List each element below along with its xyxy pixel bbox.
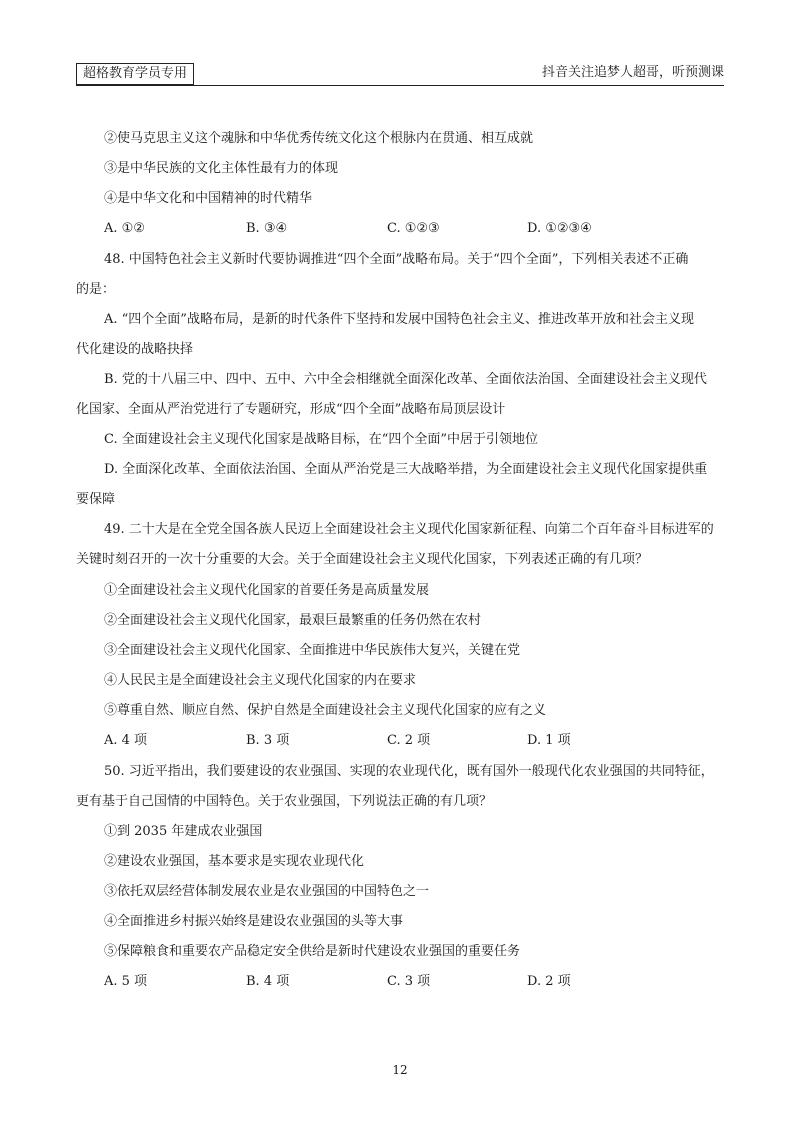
q50-item: ⑤保障粮食和重要农产品稳定安全供给是新时代建设农业强国的重要任务 [104,944,521,959]
q48-option-b-cont: 化国家、全面从严治党进行了专题研究，形成“四个全面”战略布局顶层设计 [76,402,506,417]
option-b: B. 3 项 [246,733,290,748]
q48-stem-cont: 的是： [76,282,116,297]
option-b: B. ③④ [246,221,288,236]
q48-stem: 48. 中国特色社会主义新时代要协调推进“四个全面”战略布局。关于“四个全面”，下列相关表述不正确 [104,252,689,267]
q50-item: ④全面推进乡村振兴始终是建设农业强国的头等大事 [104,914,404,929]
header-promo: 抖音关注追梦人超哥，听预测课 [541,65,724,80]
q48-option-d-cont: 要保障 [76,492,116,507]
header-divider [76,85,724,86]
option-a: A. 5 项 [104,974,148,989]
header-badge: 超格教育学员专用 [76,63,194,85]
option-d: D. ①②③④ [527,221,592,236]
q50-item: ③依托双层经营体制发展农业是农业强国的中国特色之一 [104,884,430,899]
option-d: D. 1 项 [527,733,571,748]
page-number: 12 [392,1063,408,1077]
q47-item: ③是中华民族的文化主体性最有力的体现 [104,161,339,176]
option-c: C. 2 项 [387,733,431,748]
q47-item: ④是中华文化和中国精神的时代精华 [104,191,313,206]
q48-option-b: B. 党的十八届三中、四中、五中、六中全会相继就全面深化改革、全面依法治国、全面建设社会主义现代 [104,372,707,387]
q48-option-a: A. “四个全面”战略布局，是新的时代条件下坚持和发展中国特色社会主义、推进改革开放和社会主义现 [104,312,694,327]
q49-item: ④人民民主是全面建设社会主义现代化国家的内在要求 [104,673,417,688]
q49-stem-cont: 关键时刻召开的一次十分重要的大会。关于全面建设社会主义现代化国家，下列表述正确的有几项？ [76,552,649,567]
option-a: A. 4 项 [104,733,148,748]
q50-item: ①到 2035 年建成农业强国 [104,824,263,839]
q48-option-c: C. 全面建设社会主义现代化国家是战略目标，在“四个全面”中居于引领地位 [104,432,539,447]
q49-item: ③全面建设社会主义现代化国家、全面推进中华民族伟大复兴，关键在党 [104,643,521,658]
option-c: C. 3 项 [387,974,431,989]
option-b: B. 4 项 [246,974,290,989]
q50-item: ②建设农业强国，基本要求是实现农业现代化 [104,854,365,869]
option-c: C. ①②③ [387,221,440,236]
option-d: D. 2 项 [527,974,571,989]
q48-option-a-cont: 代化建设的战略抉择 [76,342,194,357]
q50-stem-cont: 更有基于自己国情的中国特色。关于农业强国，下列说法正确的有几项？ [76,794,493,809]
q49-stem: 49. 二十大是在全党全国各族人民迈上全面建设社会主义现代化国家新征程、向第二个百年奋斗目标进军的 [104,522,714,537]
q49-item: ①全面建设社会主义现代化国家的首要任务是高质量发展 [104,583,430,598]
q50-stem: 50. 习近平指出，我们要建设的农业强国、实现的农业现代化，既有国外一般现代化农业强国的共同特征， [104,764,714,779]
option-a: A. ①② [104,221,145,236]
q49-item: ②全面建设社会主义现代化国家，最艰巨最繁重的任务仍然在农村 [104,613,482,628]
q48-option-d: D. 全面深化改革、全面依法治国、全面从严治党是三大战略举措，为全面建设社会主义现代化国家提供重 [104,462,708,477]
q49-item: ⑤尊重自然、顺应自然、保护自然是全面建设社会主义现代化国家的应有之义 [104,703,547,718]
q47-item: ②使马克思主义这个魂脉和中华优秀传统文化这个根脉内在贯通、相互成就 [104,131,534,146]
